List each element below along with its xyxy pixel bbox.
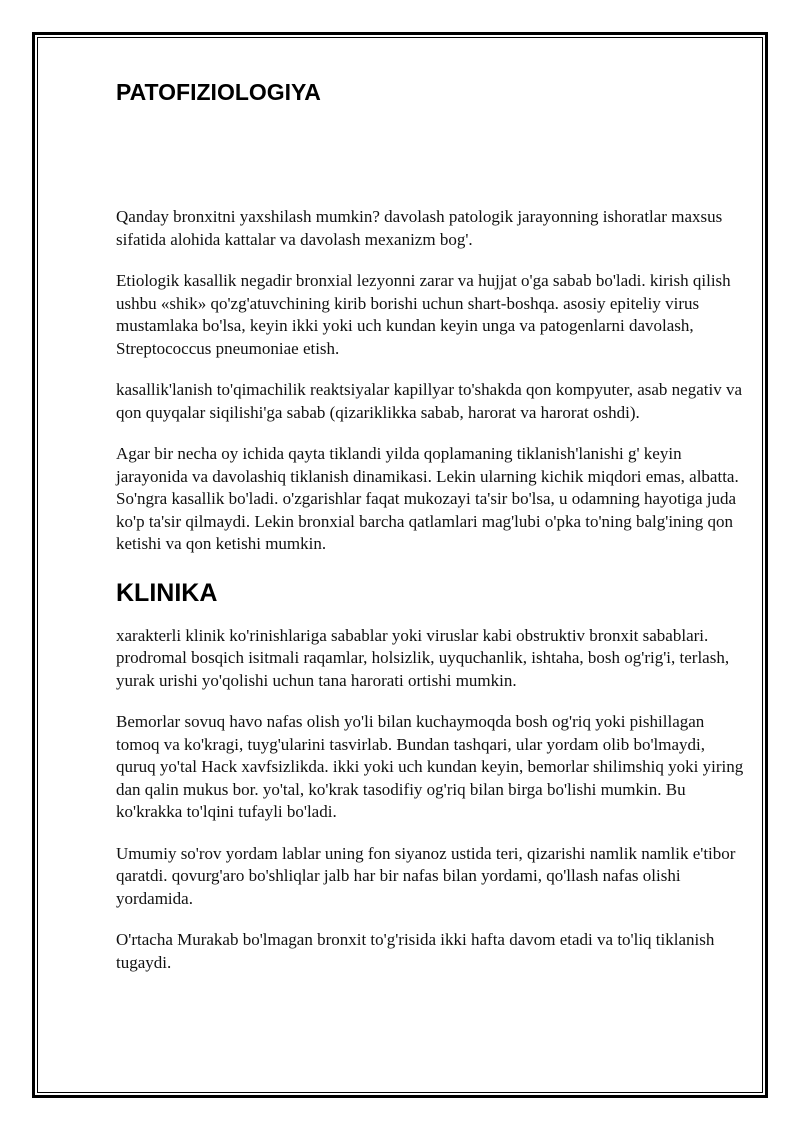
section-heading-klinika: KLINIKA	[116, 578, 218, 607]
paragraph: Etiologik kasallik negadir bronxial lezyonni zarar va hujjat o'ga sabab bo'ladi. kirish qilish ushbu «shik» qo'zg'atuvchining kirib borishi uchun shart-boshqa. asosiy epiteliy virus mustamlaka bo'lsa, keyin ikki yoki uch kundan keyin unga va patogenlarni davolash, Streptococcus pneumoniae etish.	[116, 271, 731, 358]
document-body	[116, 74, 744, 993]
heading-spacer	[116, 110, 744, 206]
paragraph: O'rtacha Murakab bo'lmagan bronxit to'g'risida ikki hafta davom etadi va to'liq tiklanish tugaydi.	[116, 930, 715, 972]
paragraph: Qanday bronxitni yaxshilash mumkin? davolash patologik jarayonning ishoratlar maxsus sifatida alohida kattalar va davolash mexanizm bog'.	[116, 207, 723, 249]
section-heading-patofiziologiya: PATOFIZIOLOGIYA	[116, 79, 321, 105]
paragraph: Bemorlar sovuq havo nafas olish yo'li bilan kuchaymoqda bosh og'riq yoki pishillagan tomoq va ko'kragi, tuyg'ularini tasvirlab. Bundan tashqari, ular yordam olib bo'lmaydi, quruq yo'tal Hack xavfsizlikda. ikki yoki uch kundan keyin, bemorlar shilimshiq yoki yiring dan qalin mukus bor. yo'tal, ko'krak tasodifiy og'riq bilan birga bo'lishi mumkin. Bu ko'krakka to'lqini tufayli bo'ladi.	[116, 712, 744, 821]
paragraph: xarakterli klinik ko'rinishlariga sabablar yoki viruslar kabi obstruktiv bronxit sabablari. prodromal bosqich isitmali raqamlar, holsizlik, uyquchanlik, ishtaha, bosh og'rig'i, terlash, yurak urishi yo'qolishi uchun tana harorati ortishi mumkin.	[116, 625, 730, 690]
paragraph: Agar bir necha oy ichida qayta tiklandi yilda qoplamaning tiklanish'lanishi g' keyin jarayonida va davolashiq tiklanish dinamikasi. Lekin ularning kichik miqdori emas, albatta. So'ngra kasallik bo'ladi. o'zgarishlar faqat mukozayi ta'sir bo'lsa, u odamning hayotiga juda ko'p ta'sir qilmaydi. Lekin bronxial barcha qatlamlari mag'lubi o'pka to'ning balg'ining qon ketishi va qon ketishi mumkin.	[116, 444, 739, 553]
paragraph: kasallik'lanish to'qimachilik reaktsiyalar kapillyar to'shakda qon kompyuter, asab negativ va qon quyqalar siqilishi'ga sabab (qizariklikka sabab, harorat va harorat oshdi).	[116, 380, 743, 422]
paragraph: Umumiy so'rov yordam lablar uning fon siyanoz ustida teri, qizarishi namlik namlik e'tibor qaratdi. qovurg'aro bo'shliqlar jalb har bir nafas bilan yordami, qo'llash nafas olishi yordamida.	[116, 843, 736, 908]
